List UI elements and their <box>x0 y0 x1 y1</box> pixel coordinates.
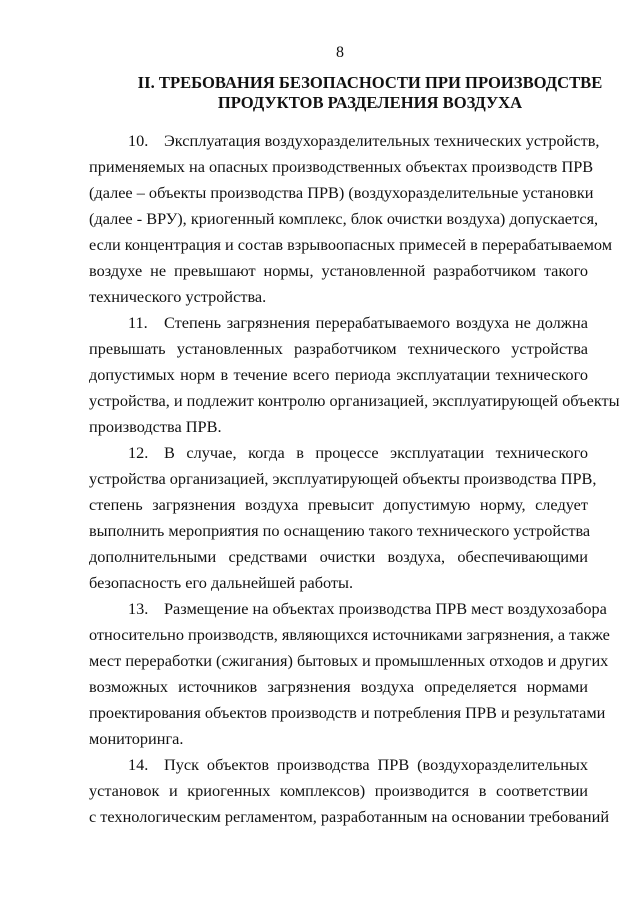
paragraph-line: относительно производств, являющихся источниками загрязнения, а также <box>89 625 610 644</box>
paragraph-line: технического устройства. <box>89 287 267 306</box>
section-heading-line-1: II. ТРЕБОВАНИЯ БЕЗОПАСНОСТИ ПРИ ПРОИЗВОДСТВЕ <box>137 73 603 92</box>
paragraph-line: (далее - ВРУ), криогенный комплекс, блок очистки воздуха) допускается, <box>89 209 599 228</box>
paragraph-13 <box>89 596 610 752</box>
paragraph-line: устройства организацией, эксплуатирующей объекты производства ПРВ, <box>89 469 597 488</box>
paragraph-line: степень загрязнения воздуха превысит допустимую норму, следует <box>89 495 588 514</box>
paragraph-line: производства ПРВ. <box>89 417 222 436</box>
section-heading-line-2: ПРОДУКТОВ РАЗДЕЛЕНИЯ ВОЗДУХА <box>217 93 523 112</box>
paragraph-line: проектирования объектов производств и потребления ПРВ и результатами <box>89 703 606 722</box>
paragraph-10 <box>89 128 613 310</box>
section-heading <box>60 73 640 113</box>
paragraph-line: (далее – объекты производства ПРВ) (воздухоразделительные установки <box>89 183 594 202</box>
paragraph-line-text: Пуск объектов производства ПРВ (воздухоразделительных <box>164 755 588 774</box>
paragraph-number: 14. <box>128 755 149 774</box>
paragraph-line: применяемых на опасных производственных объектах производств ПРВ <box>89 157 594 176</box>
paragraph-line: воздухе не превышают нормы, установленной разработчиком такого <box>89 261 588 280</box>
paragraph-number: 13. <box>128 599 149 618</box>
paragraph-line: допустимых норм в течение всего периода эксплуатации технического <box>89 365 588 384</box>
paragraph-line: с технологическим регламентом, разработанным на основании требований <box>89 807 610 826</box>
paragraph-line <box>89 752 588 778</box>
paragraph-line: устройства, и подлежит контролю организацией, эксплуатирующей объекты <box>89 391 620 410</box>
body-text <box>89 128 620 830</box>
paragraph-line <box>89 596 607 622</box>
paragraph-line-text: Степень загрязнения перерабатываемого воздуха не должна <box>164 313 588 332</box>
paragraph-line: дополнительными средствами очистки воздуха, обеспечивающими <box>89 547 588 566</box>
paragraph-number: 11. <box>128 313 148 332</box>
paragraph-line-text: Размещение на объектах производства ПРВ мест воздухозабора <box>164 599 607 618</box>
paragraph-line-text: Эксплуатация воздухоразделительных технических устройств, <box>164 131 600 150</box>
paragraph-line <box>89 440 588 466</box>
paragraph-line: превышать установленных разработчиком технического устройства <box>89 339 588 358</box>
paragraph-14 <box>89 752 610 830</box>
paragraph-number: 10. <box>128 131 149 150</box>
paragraph-line: возможных источников загрязнения воздуха определяется нормами <box>89 677 588 696</box>
paragraph-12 <box>89 440 597 596</box>
paragraph-line: если концентрация и состав взрывоопасных примесей в перерабатываемом <box>89 235 613 254</box>
paragraph-line: мониторинга. <box>89 729 184 748</box>
paragraph-line: мест переработки (сжигания) бытовых и промышленных отходов и других <box>89 651 609 670</box>
paragraph-line <box>89 128 600 154</box>
paragraph-line: выполнить мероприятия по оснащению такого технического устройства <box>89 521 591 540</box>
paragraph-number: 12. <box>128 443 149 462</box>
paragraph-11 <box>89 310 620 440</box>
paragraph-line-text: В случае, когда в процессе эксплуатации технического <box>164 443 588 462</box>
paragraph-line: безопасность его дальнейшей работы. <box>89 573 354 592</box>
paragraph-line: установок и криогенных комплексов) производится в соответствии <box>89 781 588 800</box>
paragraph-line <box>89 310 588 336</box>
page-number: 8 <box>336 44 344 61</box>
